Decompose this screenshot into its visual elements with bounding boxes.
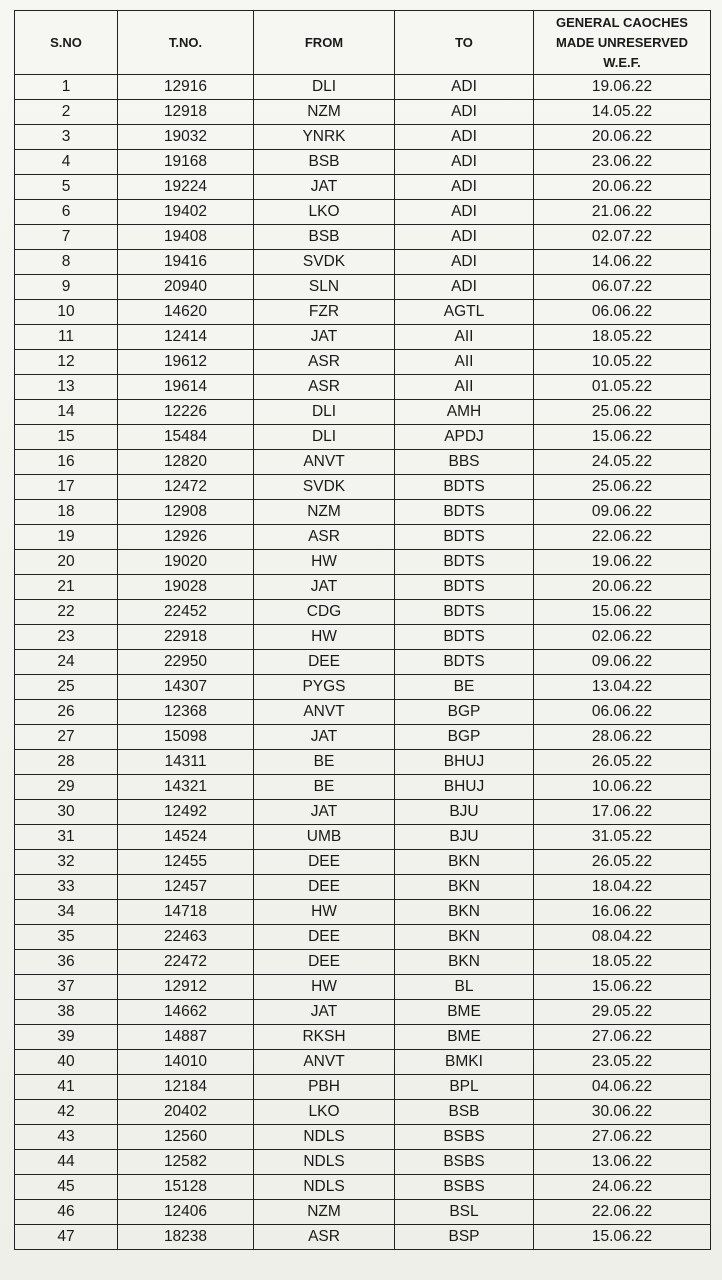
table-row	[15, 925, 711, 950]
table-row	[15, 850, 711, 875]
to-cell: BSBS	[395, 1150, 534, 1175]
from-cell: SLN	[254, 275, 395, 300]
sno-cell: 21	[15, 575, 118, 600]
table-row	[15, 775, 711, 800]
from-cell: HW	[254, 625, 395, 650]
to-cell: BDTS	[395, 625, 534, 650]
train-no-cell: 12455	[118, 850, 254, 875]
wef-date-cell: 09.06.22	[534, 500, 711, 525]
wef-date-cell: 14.05.22	[534, 100, 711, 125]
sno-cell: 15	[15, 425, 118, 450]
wef-date-cell: 06.06.22	[534, 700, 711, 725]
from-cell: ANVT	[254, 700, 395, 725]
sno-cell: 10	[15, 300, 118, 325]
table-row	[15, 1025, 711, 1050]
wef-date-cell: 31.05.22	[534, 825, 711, 850]
wef-date-cell: 08.04.22	[534, 925, 711, 950]
from-cell: LKO	[254, 1100, 395, 1125]
train-no-cell: 22950	[118, 650, 254, 675]
sno-cell: 24	[15, 650, 118, 675]
train-no-cell: 19168	[118, 150, 254, 175]
to-cell: AGTL	[395, 300, 534, 325]
sno-cell: 19	[15, 525, 118, 550]
train-no-cell: 15098	[118, 725, 254, 750]
from-cell: ANVT	[254, 1050, 395, 1075]
train-no-cell: 22472	[118, 950, 254, 975]
wef-date-cell: 20.06.22	[534, 125, 711, 150]
wef-date-cell: 22.06.22	[534, 1200, 711, 1225]
sno-cell: 17	[15, 475, 118, 500]
wef-date-cell: 28.06.22	[534, 725, 711, 750]
wef-date-cell: 25.06.22	[534, 475, 711, 500]
table-row	[15, 225, 711, 250]
from-cell: ANVT	[254, 450, 395, 475]
to-cell: AII	[395, 375, 534, 400]
wef-date-cell: 19.06.22	[534, 550, 711, 575]
header-sno: S.NO	[15, 11, 118, 75]
to-cell: AMH	[395, 400, 534, 425]
train-no-cell: 14311	[118, 750, 254, 775]
to-cell: BSBS	[395, 1175, 534, 1200]
from-cell: BE	[254, 775, 395, 800]
to-cell: ADI	[395, 250, 534, 275]
train-no-cell: 12918	[118, 100, 254, 125]
wef-date-cell: 04.06.22	[534, 1075, 711, 1100]
to-cell: BL	[395, 975, 534, 1000]
wef-date-cell: 15.06.22	[534, 425, 711, 450]
table-row	[15, 625, 711, 650]
train-no-cell: 19416	[118, 250, 254, 275]
table-row	[15, 475, 711, 500]
to-cell: BDTS	[395, 550, 534, 575]
sno-cell: 13	[15, 375, 118, 400]
header-general-coaches	[534, 11, 711, 75]
wef-date-cell: 29.05.22	[534, 1000, 711, 1025]
train-no-cell: 12916	[118, 75, 254, 100]
from-cell: NDLS	[254, 1175, 395, 1200]
table-row	[15, 500, 711, 525]
train-no-cell: 19612	[118, 350, 254, 375]
wef-date-cell: 24.05.22	[534, 450, 711, 475]
to-cell: BHUJ	[395, 775, 534, 800]
sno-cell: 29	[15, 775, 118, 800]
train-no-cell: 19614	[118, 375, 254, 400]
to-cell: BDTS	[395, 525, 534, 550]
train-no-cell: 14321	[118, 775, 254, 800]
wef-date-cell: 19.06.22	[534, 75, 711, 100]
sno-cell: 9	[15, 275, 118, 300]
from-cell: YNRK	[254, 125, 395, 150]
table-row	[15, 825, 711, 850]
table-row	[15, 325, 711, 350]
to-cell: BHUJ	[395, 750, 534, 775]
table-row	[15, 700, 711, 725]
sno-cell: 11	[15, 325, 118, 350]
sno-cell: 42	[15, 1100, 118, 1125]
from-cell: DLI	[254, 75, 395, 100]
train-no-cell: 12226	[118, 400, 254, 425]
wef-date-cell: 18.05.22	[534, 950, 711, 975]
to-cell: BKN	[395, 850, 534, 875]
sno-cell: 32	[15, 850, 118, 875]
table-row	[15, 675, 711, 700]
wef-date-cell: 25.06.22	[534, 400, 711, 425]
table-row	[15, 1075, 711, 1100]
train-no-cell: 22452	[118, 600, 254, 625]
sno-cell: 45	[15, 1175, 118, 1200]
to-cell: BKN	[395, 950, 534, 975]
sno-cell: 34	[15, 900, 118, 925]
sno-cell: 18	[15, 500, 118, 525]
train-no-cell: 19028	[118, 575, 254, 600]
wef-date-cell: 15.06.22	[534, 1225, 711, 1250]
wef-date-cell: 20.06.22	[534, 175, 711, 200]
to-cell: BSBS	[395, 1125, 534, 1150]
to-cell: BMKI	[395, 1050, 534, 1075]
to-cell: BDTS	[395, 650, 534, 675]
wef-date-cell: 15.06.22	[534, 975, 711, 1000]
to-cell: AII	[395, 350, 534, 375]
train-no-cell: 12472	[118, 475, 254, 500]
to-cell: BKN	[395, 925, 534, 950]
to-cell: BSL	[395, 1200, 534, 1225]
to-cell: APDJ	[395, 425, 534, 450]
from-cell: BSB	[254, 225, 395, 250]
wef-date-cell: 14.06.22	[534, 250, 711, 275]
train-no-cell: 12820	[118, 450, 254, 475]
wef-date-cell: 27.06.22	[534, 1125, 711, 1150]
header-general-line-3: W.E.F.	[603, 54, 641, 70]
table-row	[15, 1225, 711, 1250]
train-no-cell: 19402	[118, 200, 254, 225]
to-cell: BE	[395, 675, 534, 700]
sno-cell: 22	[15, 600, 118, 625]
table-row	[15, 725, 711, 750]
to-cell: BME	[395, 1025, 534, 1050]
to-cell: BJU	[395, 800, 534, 825]
table-row	[15, 975, 711, 1000]
wef-date-cell: 10.06.22	[534, 775, 711, 800]
sno-cell: 3	[15, 125, 118, 150]
wef-date-cell: 06.07.22	[534, 275, 711, 300]
train-no-cell: 14718	[118, 900, 254, 925]
from-cell: JAT	[254, 725, 395, 750]
from-cell: BSB	[254, 150, 395, 175]
from-cell: DEE	[254, 950, 395, 975]
from-cell: NDLS	[254, 1150, 395, 1175]
train-no-cell: 19032	[118, 125, 254, 150]
train-no-cell: 12908	[118, 500, 254, 525]
to-cell: BKN	[395, 900, 534, 925]
train-no-cell: 14524	[118, 825, 254, 850]
from-cell: DEE	[254, 875, 395, 900]
from-cell: FZR	[254, 300, 395, 325]
from-cell: BE	[254, 750, 395, 775]
header-from: FROM	[254, 11, 395, 75]
sno-cell: 27	[15, 725, 118, 750]
table-row	[15, 350, 711, 375]
from-cell: SVDK	[254, 250, 395, 275]
wef-date-cell: 23.05.22	[534, 1050, 711, 1075]
to-cell: BKN	[395, 875, 534, 900]
wef-date-cell: 18.04.22	[534, 875, 711, 900]
sno-cell: 46	[15, 1200, 118, 1225]
to-cell: BDTS	[395, 475, 534, 500]
wef-date-cell: 16.06.22	[534, 900, 711, 925]
from-cell: ASR	[254, 1225, 395, 1250]
wef-date-cell: 18.05.22	[534, 325, 711, 350]
train-no-cell: 12582	[118, 1150, 254, 1175]
sno-cell: 33	[15, 875, 118, 900]
table-row	[15, 1000, 711, 1025]
wef-date-cell: 09.06.22	[534, 650, 711, 675]
wef-date-cell: 22.06.22	[534, 525, 711, 550]
sno-cell: 2	[15, 100, 118, 125]
header-to: TO	[395, 11, 534, 75]
wef-date-cell: 26.05.22	[534, 750, 711, 775]
to-cell: ADI	[395, 150, 534, 175]
train-no-cell: 18238	[118, 1225, 254, 1250]
wef-date-cell: 01.05.22	[534, 375, 711, 400]
sno-cell: 12	[15, 350, 118, 375]
from-cell: DLI	[254, 425, 395, 450]
sno-cell: 8	[15, 250, 118, 275]
wef-date-cell: 10.05.22	[534, 350, 711, 375]
sno-cell: 4	[15, 150, 118, 175]
sno-cell: 20	[15, 550, 118, 575]
from-cell: JAT	[254, 800, 395, 825]
header-general-line-1: GENERAL CAOCHES	[556, 14, 688, 30]
table-row	[15, 125, 711, 150]
to-cell: BSB	[395, 1100, 534, 1125]
train-no-cell: 20940	[118, 275, 254, 300]
sno-cell: 26	[15, 700, 118, 725]
sno-cell: 28	[15, 750, 118, 775]
train-no-cell: 19408	[118, 225, 254, 250]
wef-date-cell: 17.06.22	[534, 800, 711, 825]
train-no-cell: 12926	[118, 525, 254, 550]
train-no-cell: 14010	[118, 1050, 254, 1075]
sno-cell: 1	[15, 75, 118, 100]
from-cell: DEE	[254, 925, 395, 950]
table-row	[15, 200, 711, 225]
wef-date-cell: 15.06.22	[534, 600, 711, 625]
wef-date-cell: 30.06.22	[534, 1100, 711, 1125]
table-row	[15, 300, 711, 325]
train-no-cell: 12560	[118, 1125, 254, 1150]
from-cell: HW	[254, 550, 395, 575]
sno-cell: 44	[15, 1150, 118, 1175]
table-row	[15, 150, 711, 175]
to-cell: BDTS	[395, 500, 534, 525]
to-cell: BDTS	[395, 600, 534, 625]
from-cell: DLI	[254, 400, 395, 425]
table-row	[15, 100, 711, 125]
table-row	[15, 1050, 711, 1075]
from-cell: RKSH	[254, 1025, 395, 1050]
table-row	[15, 1100, 711, 1125]
to-cell: ADI	[395, 75, 534, 100]
sno-cell: 35	[15, 925, 118, 950]
header-row	[15, 11, 711, 75]
train-no-cell: 22918	[118, 625, 254, 650]
sno-cell: 37	[15, 975, 118, 1000]
sno-cell: 39	[15, 1025, 118, 1050]
to-cell: ADI	[395, 125, 534, 150]
table-row	[15, 525, 711, 550]
table-row	[15, 900, 711, 925]
wef-date-cell: 23.06.22	[534, 150, 711, 175]
train-no-cell: 12184	[118, 1075, 254, 1100]
from-cell: JAT	[254, 325, 395, 350]
from-cell: NZM	[254, 100, 395, 125]
from-cell: NDLS	[254, 1125, 395, 1150]
unreserved-coaches-table	[14, 10, 711, 1250]
from-cell: NZM	[254, 500, 395, 525]
wef-date-cell: 13.06.22	[534, 1150, 711, 1175]
sno-cell: 36	[15, 950, 118, 975]
train-no-cell: 12368	[118, 700, 254, 725]
train-no-cell: 15128	[118, 1175, 254, 1200]
from-cell: ASR	[254, 375, 395, 400]
header-general-line-2: MADE UNRESERVED	[556, 34, 688, 50]
from-cell: CDG	[254, 600, 395, 625]
sno-cell: 43	[15, 1125, 118, 1150]
wef-date-cell: 02.06.22	[534, 625, 711, 650]
table-row	[15, 175, 711, 200]
sno-cell: 23	[15, 625, 118, 650]
table-row	[15, 375, 711, 400]
train-no-cell: 14307	[118, 675, 254, 700]
wef-date-cell: 20.06.22	[534, 575, 711, 600]
to-cell: BJU	[395, 825, 534, 850]
table-row	[15, 800, 711, 825]
from-cell: HW	[254, 975, 395, 1000]
sno-cell: 47	[15, 1225, 118, 1250]
header-train-no: T.NO.	[118, 11, 254, 75]
to-cell: AII	[395, 325, 534, 350]
table-body	[15, 75, 711, 1250]
to-cell: ADI	[395, 275, 534, 300]
sno-cell: 7	[15, 225, 118, 250]
train-no-cell: 14662	[118, 1000, 254, 1025]
sno-cell: 5	[15, 175, 118, 200]
to-cell: BME	[395, 1000, 534, 1025]
from-cell: PYGS	[254, 675, 395, 700]
sno-cell: 30	[15, 800, 118, 825]
sno-cell: 6	[15, 200, 118, 225]
table-row	[15, 1175, 711, 1200]
train-no-cell: 14620	[118, 300, 254, 325]
from-cell: DEE	[254, 650, 395, 675]
table-row	[15, 250, 711, 275]
train-no-cell: 12457	[118, 875, 254, 900]
train-no-cell: 22463	[118, 925, 254, 950]
from-cell: ASR	[254, 525, 395, 550]
from-cell: DEE	[254, 850, 395, 875]
train-no-cell: 12414	[118, 325, 254, 350]
train-no-cell: 14887	[118, 1025, 254, 1050]
from-cell: UMB	[254, 825, 395, 850]
wef-date-cell: 26.05.22	[534, 850, 711, 875]
sno-cell: 40	[15, 1050, 118, 1075]
from-cell: JAT	[254, 1000, 395, 1025]
wef-date-cell: 13.04.22	[534, 675, 711, 700]
table-row	[15, 400, 711, 425]
table-row	[15, 575, 711, 600]
table-row	[15, 1125, 711, 1150]
to-cell: BBS	[395, 450, 534, 475]
from-cell: JAT	[254, 575, 395, 600]
to-cell: BPL	[395, 1075, 534, 1100]
from-cell: PBH	[254, 1075, 395, 1100]
table-row	[15, 750, 711, 775]
from-cell: JAT	[254, 175, 395, 200]
table-row	[15, 600, 711, 625]
sno-cell: 31	[15, 825, 118, 850]
to-cell: BGP	[395, 700, 534, 725]
table-row	[15, 275, 711, 300]
wef-date-cell: 21.06.22	[534, 200, 711, 225]
sno-cell: 14	[15, 400, 118, 425]
from-cell: HW	[254, 900, 395, 925]
table-row	[15, 550, 711, 575]
train-no-cell: 20402	[118, 1100, 254, 1125]
from-cell: SVDK	[254, 475, 395, 500]
to-cell: ADI	[395, 200, 534, 225]
sno-cell: 38	[15, 1000, 118, 1025]
table-row	[15, 425, 711, 450]
from-cell: LKO	[254, 200, 395, 225]
table-row	[15, 650, 711, 675]
train-no-cell: 19020	[118, 550, 254, 575]
train-no-cell: 19224	[118, 175, 254, 200]
table-row	[15, 1150, 711, 1175]
from-cell: NZM	[254, 1200, 395, 1225]
to-cell: ADI	[395, 100, 534, 125]
table-row	[15, 450, 711, 475]
table-row	[15, 875, 711, 900]
sno-cell: 41	[15, 1075, 118, 1100]
table-row	[15, 1200, 711, 1225]
to-cell: BDTS	[395, 575, 534, 600]
wef-date-cell: 02.07.22	[534, 225, 711, 250]
to-cell: ADI	[395, 175, 534, 200]
wef-date-cell: 27.06.22	[534, 1025, 711, 1050]
to-cell: BGP	[395, 725, 534, 750]
table-row	[15, 950, 711, 975]
sno-cell: 25	[15, 675, 118, 700]
train-no-cell: 15484	[118, 425, 254, 450]
sno-cell: 16	[15, 450, 118, 475]
to-cell: ADI	[395, 225, 534, 250]
train-no-cell: 12912	[118, 975, 254, 1000]
wef-date-cell: 24.06.22	[534, 1175, 711, 1200]
train-no-cell: 12492	[118, 800, 254, 825]
train-no-cell: 12406	[118, 1200, 254, 1225]
wef-date-cell: 06.06.22	[534, 300, 711, 325]
table-row	[15, 75, 711, 100]
to-cell: BSP	[395, 1225, 534, 1250]
from-cell: ASR	[254, 350, 395, 375]
